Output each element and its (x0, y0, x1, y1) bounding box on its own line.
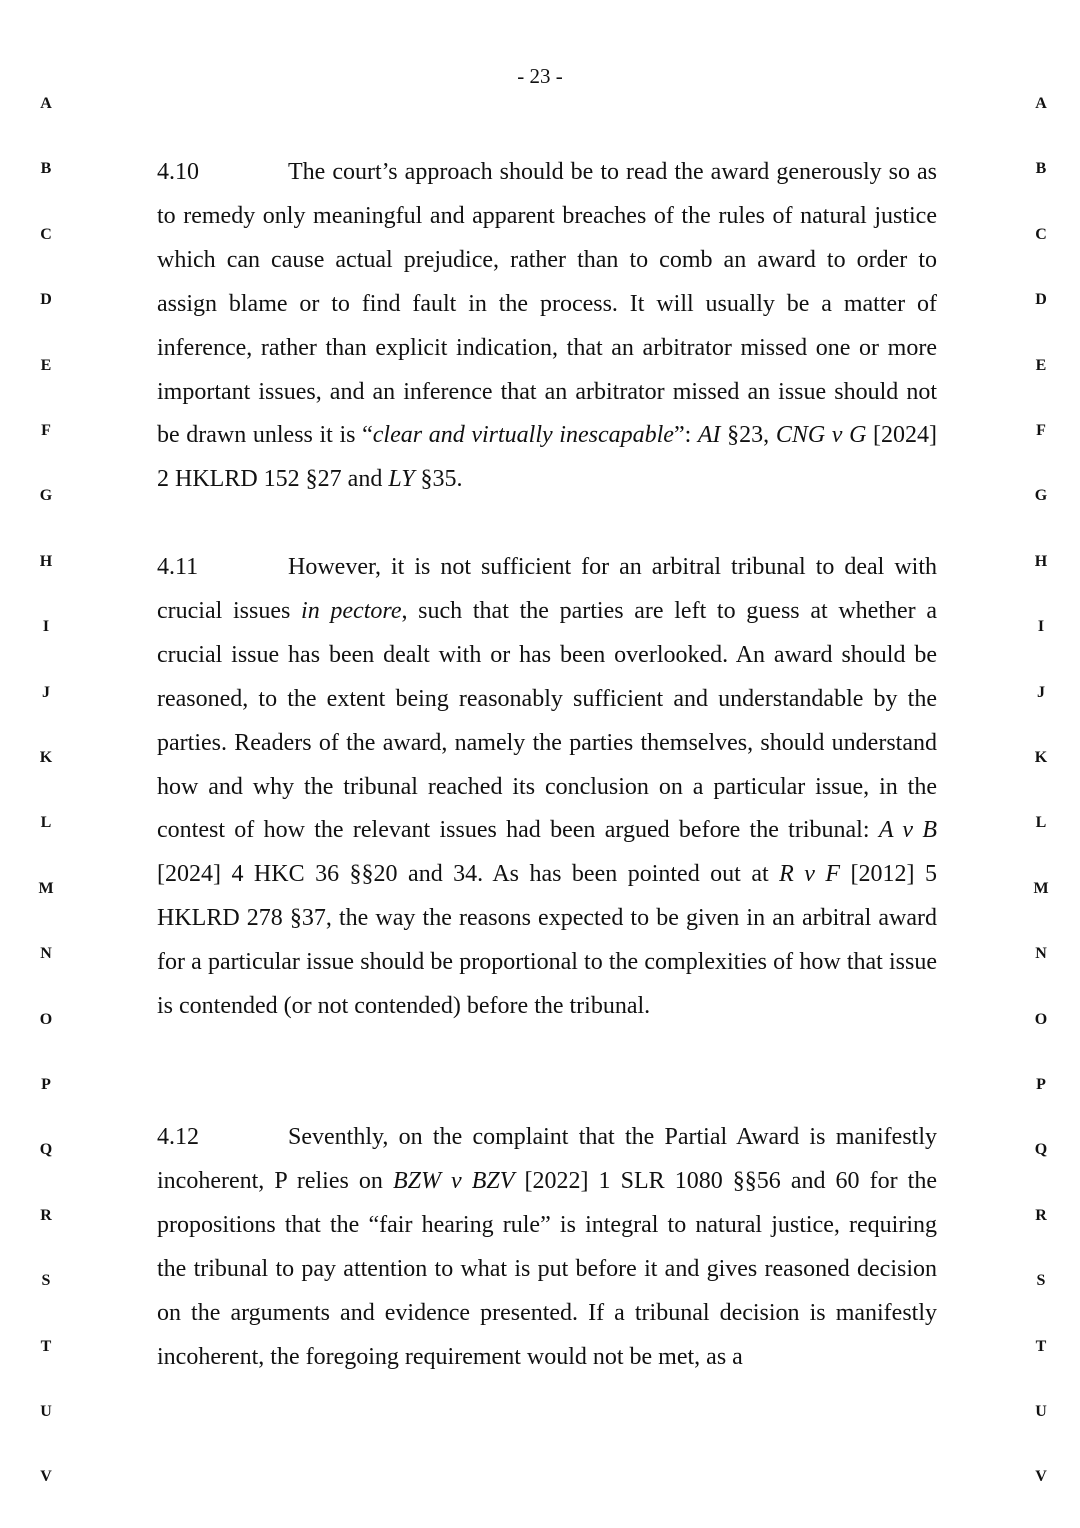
text-run: However, it is not sufficient for an arbitral tribunal to deal with crucial issues (157, 554, 937, 624)
margin-letter-s: S (41, 1272, 51, 1290)
margin-letter-l: L (40, 814, 52, 832)
margin-letter-p: P (1036, 1076, 1046, 1093)
paragraph-number: 4.10 (157, 159, 199, 185)
text-run: [2012] 5 HKLRD 278 §37, the way the reasons expected to be given in an arbitral award for a particular issue should be proportional to the complexities of how that issue is contended (or not contended) before the tribunal. (157, 861, 937, 1020)
text-run: [2022] 1 SLR 1080 §§56 and 60 for the propositions that the “fair hearing rule” is integral to natural justice, requiring the tribunal to pay attention to what is put before it and gives reasoned decision on the arguments and evidence presented. If a tribunal decision is manifestly incoherent, the foregoing requirement would not be met, as a (157, 1167, 937, 1370)
margin-letter-a: A (1035, 95, 1047, 112)
text-run: , such that the parties are left to guess at whether a crucial issue has been dealt with or has been overlooked. An award should be reasoned, to the extent being reasonably sufficient and understandable by the parties. Readers of the award, namely the parties themselves, should understand how and why the tribunal reached its conclusion on a particular issue, in the contest of how the relevant issues had been argued before the tribunal: (157, 597, 938, 844)
paragraph-number: 4.11 (157, 554, 199, 580)
text-run: The court’s approach should be to read the award generously so as to remedy only meaningful and apparent breaches of the rules of natural justice which can cause actual prejudice, rather than to comb an award to order to assign blame or to find fault in the process. It will usually be a matter of inference, rather than explicit indication, that an arbitrator missed one or more important issues, and an inference that an arbitrator missed an issue should not be drawn unless it is “ (157, 159, 937, 449)
margin-letter-i: I (1037, 618, 1045, 636)
margin-letter-i: I (42, 618, 50, 636)
margin-letter-n: N (1035, 945, 1047, 963)
margin-letter-r: R (1035, 1206, 1047, 1224)
margin-letter-e: E (1035, 356, 1047, 374)
margin-letter-o: O (39, 1010, 53, 1028)
margin-letter-j: J (1037, 683, 1045, 701)
italic-citation: A v B (878, 817, 938, 844)
italic-citation: clear and virtually inescapable (372, 422, 674, 449)
paragraph-4-11 (157, 546, 937, 1029)
margin-letter-v: V (1035, 1468, 1047, 1486)
italic-citation: CNG v G (775, 422, 867, 449)
text-run: ”: (673, 422, 698, 449)
text-run: §23, (720, 422, 776, 449)
margin-letter-g: G (1034, 487, 1048, 505)
italic-citation: R v F (779, 861, 841, 888)
margin-letter-d: D (1035, 291, 1047, 309)
paragraph-text (157, 554, 937, 1019)
paragraph-text (157, 159, 937, 492)
margin-letter-m: M (1033, 879, 1049, 897)
italic-citation: BZW v BZV (392, 1167, 515, 1194)
margin-letter-q: Q (1034, 1141, 1048, 1159)
margin-letter-c: C (1035, 225, 1047, 243)
paragraph-4-12 (157, 1116, 937, 1379)
page-number: - 23 - (517, 64, 563, 88)
margin-letter-c: C (40, 225, 52, 243)
margin-letter-h: H (39, 552, 53, 570)
margin-letter-o: O (1034, 1010, 1048, 1028)
text-run: [2024] 4 HKC 36 §§20 and 34. As has been pointed out at (157, 861, 780, 888)
margin-letter-a: A (40, 95, 52, 112)
margin-letter-p: P (41, 1076, 51, 1093)
margin-letter-u: U (40, 1403, 52, 1420)
margin-letter-j: J (42, 683, 50, 701)
margin-letter-f: F (1036, 422, 1046, 439)
paragraph-text (157, 1124, 937, 1370)
margin-letter-k: K (1034, 749, 1048, 766)
margin-letter-e: E (40, 356, 52, 374)
margin-letter-b: B (40, 160, 52, 178)
margin-letter-r: R (40, 1206, 52, 1224)
paragraph-4-10 (157, 151, 937, 502)
margin-letter-f: F (41, 422, 51, 439)
italic-citation: LY (388, 466, 415, 493)
margin-letter-d: D (40, 291, 52, 309)
margin-letter-l: L (1035, 814, 1047, 832)
margin-letter-t: T (1035, 1337, 1047, 1355)
margin-letter-h: H (1034, 552, 1048, 570)
text-run: Seventhly, on the complaint that the Partial Award is manifestly incoherent, P relies on (157, 1124, 937, 1194)
margin-letter-t: T (40, 1337, 52, 1355)
margin-letter-v: V (40, 1468, 52, 1486)
paragraph-number: 4.12 (157, 1124, 199, 1150)
margin-letter-g: G (39, 487, 53, 505)
margin-letter-q: Q (39, 1141, 53, 1159)
margin-letter-n: N (40, 945, 52, 963)
italic-citation: AI (697, 422, 721, 449)
text-run: [2024] 2 HKLRD 152 §27 and (157, 422, 938, 493)
margin-letter-k: K (39, 749, 53, 766)
text-run: §35. (414, 466, 463, 493)
margin-letter-s: S (1036, 1272, 1046, 1290)
margin-letter-m: M (38, 879, 54, 897)
margin-letter-b: B (1035, 160, 1047, 178)
margin-letter-u: U (1035, 1403, 1047, 1420)
italic-citation: in pectore (301, 597, 402, 624)
